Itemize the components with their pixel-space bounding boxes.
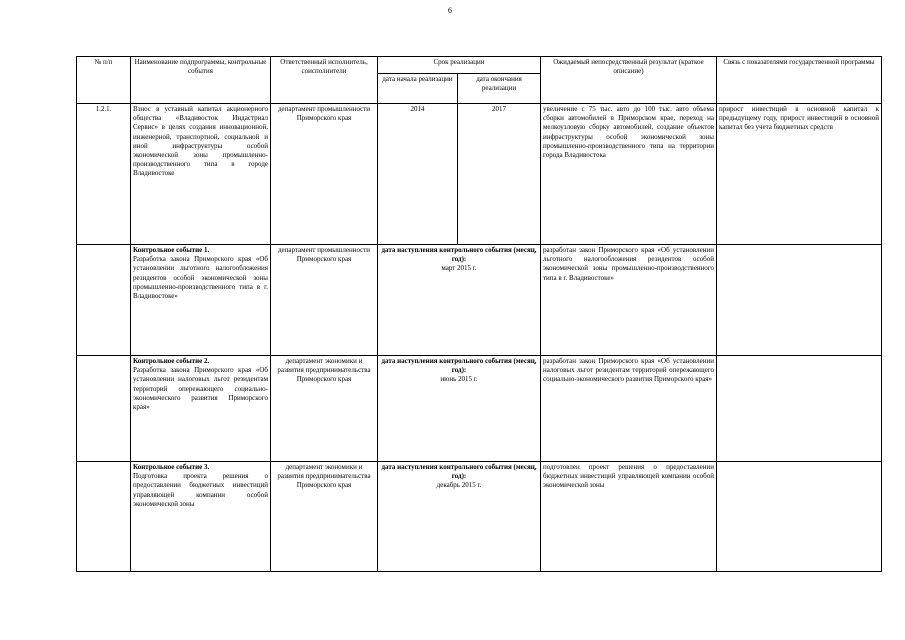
event-name: [131, 356, 271, 462]
event-date-value: декабрь 2015 г.: [436, 481, 482, 490]
event-date: [378, 462, 541, 572]
event-title: Контрольное событие 2.: [133, 357, 210, 365]
event-date-label: дата наступления контрольного события (месяц, год):: [381, 463, 537, 481]
event-text: Разработка закона Приморского края «Об установлении льготного налогообложения резидентов особой экономической зоны промышленно-производственного типа в г. Владивостоке»: [133, 255, 268, 301]
page-number: 6: [448, 6, 452, 15]
program-events-table: [76, 56, 882, 572]
program-link: прирост инвестиций в основной капитал к предыдущему году, прирост инвестиций в основной капитал без учета бюджетных средств: [717, 104, 882, 245]
expected-result: разработан закон Приморского края «Об установлении льготного налогообложения резидентов особой экономической зоны промышленно-производственного типа в г. Владивостоке»: [541, 245, 717, 356]
table-row: [77, 356, 882, 462]
event-date-value: март 2015 г.: [441, 264, 477, 273]
program-link: [717, 356, 882, 462]
event-title: Контрольное событие 1.: [133, 246, 210, 254]
row-number: [77, 245, 131, 356]
event-date-label: дата наступления контрольного события (месяц, год):: [381, 357, 537, 375]
header-num: № п/п: [77, 57, 131, 104]
row-number: 1.2.1.: [77, 104, 131, 245]
program-link: [717, 462, 882, 572]
end-date: 2017: [458, 104, 541, 245]
event-date-label: дата наступления контрольного события (месяц, год):: [381, 246, 537, 264]
header-term: Срок реализации: [378, 57, 541, 74]
row-number: [77, 462, 131, 572]
header-name: Наименование подпрограммы, контрольные события: [131, 57, 271, 104]
header-row: [77, 57, 882, 74]
header-result: Ожидаемый непосредственный результат (краткое описание): [541, 57, 717, 104]
header-responsible: Ответственный исполнитель, соисполнители: [271, 57, 378, 104]
responsible-executor: департамент экономики и развития предпринимательства Приморского края: [271, 462, 378, 572]
expected-result: разработан закон Приморского края «Об установлении налоговых льгот резидентам территорий опережающего социально-экономического развития Приморского края»: [541, 356, 717, 462]
table-row: [77, 245, 882, 356]
header-start: дата начала реализации: [378, 74, 458, 104]
event-name: [131, 245, 271, 356]
event-name: [131, 462, 271, 572]
responsible-executor: департамент промышленности Приморского края: [271, 104, 378, 245]
event-date: [378, 356, 541, 462]
event-title: Контрольное событие 3.: [133, 463, 210, 471]
header-link: Связь с показателями государственной программы: [717, 57, 882, 104]
event-text: Подготовка проекта решения о предоставлении бюджетных инвестиций управляющей компании особой экономической зоны: [133, 472, 268, 508]
expected-result: увеличение с 75 тыс. авто до 100 тыс. авто объема сборки автомобилей в Приморском крае, переход на мелкоузловую сборку автомобилей, создание объектов инфраструктуры особой экономической зоны промышленно-производственного типа на территории города Владивостока: [541, 104, 717, 245]
row-number: [77, 356, 131, 462]
table-row: [77, 104, 882, 245]
event-date: [378, 245, 541, 356]
event-text: Взнос в уставный капитал акционерного общества «Владивосток Индастриал Сервис» в целях создания инновационной, инженерной, транспортной, социальной и иной инфраструктуры особой экономической зоны промышленно-производственного типа в городе Владивостоке: [133, 105, 268, 178]
responsible-executor: департамент промышленности Приморского края: [271, 245, 378, 356]
program-link: [717, 245, 882, 356]
header-end: дата окончания реализации: [458, 74, 541, 104]
responsible-executor: департамент экономики и развития предпринимательства Приморского края: [271, 356, 378, 462]
expected-result: подготовлен проект решения о предоставлении бюджетных инвестиций управляющей компании особой экономической зоны: [541, 462, 717, 572]
table-row: [77, 462, 882, 572]
event-date-value: июнь 2015 г.: [440, 375, 478, 384]
event-name: [131, 104, 271, 245]
event-text: Разработка закона Приморского края «Об установлении налоговых льгот резидентам территорий опережающего социально-экономического развития Приморского края»: [133, 366, 268, 412]
start-date: 2014: [378, 104, 458, 245]
